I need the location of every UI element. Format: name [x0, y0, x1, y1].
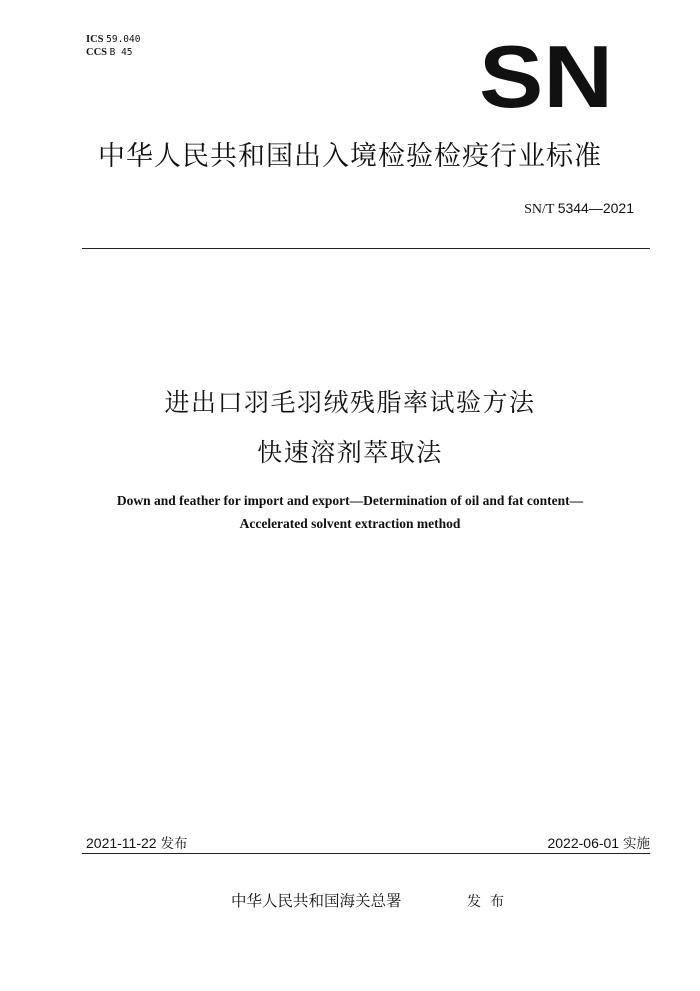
footer-divider — [82, 853, 650, 854]
ccs-code — [86, 46, 140, 59]
implement-date-line — [547, 832, 650, 852]
issue-date-line — [86, 832, 187, 852]
ics-value: 59.040 — [106, 34, 141, 45]
sn-logo — [478, 42, 614, 110]
title-cn-main: 进出口羽毛羽绒残脂率试验方法 — [164, 388, 536, 417]
ccs-value: B 45 — [109, 47, 133, 58]
standard-category-title: 中华人民共和国出入境检验检疫行业标准 — [98, 141, 602, 172]
ics-label: ICS — [86, 34, 104, 45]
standard-code: 5344—2021 — [557, 200, 634, 216]
publish-action: 发布 — [467, 894, 513, 910]
publisher-name: 中华人民共和国海关总署 — [231, 892, 402, 910]
ccs-label: CCS — [86, 47, 108, 58]
title-en-line2: Accelerated solvent extraction method — [239, 516, 461, 531]
implement-label: 实施 — [623, 836, 650, 852]
standard-prefix: SN/T — [524, 202, 555, 217]
title-en-line1: Down and feather for import and export—Determination of oil and fat content— — [116, 493, 584, 508]
sn-logo-text: SN — [479, 42, 613, 110]
issue-label: 发布 — [160, 836, 188, 852]
implement-date: 2022-06-01 — [547, 835, 620, 851]
issue-date: 2021-11-22 — [86, 835, 157, 851]
title-cn-sub: 快速溶剂萃取法 — [257, 438, 443, 467]
header-divider — [82, 248, 650, 249]
classification-codes — [86, 33, 140, 59]
ics-code — [86, 33, 140, 46]
standard-number — [524, 200, 634, 218]
